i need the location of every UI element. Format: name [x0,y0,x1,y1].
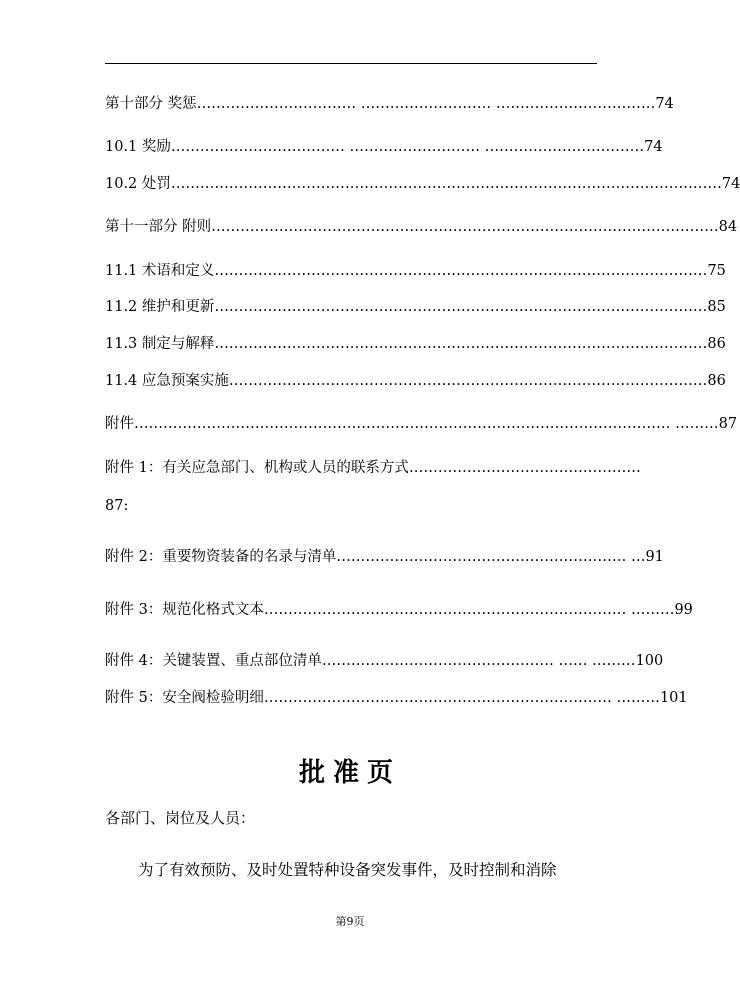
approval-salutation: 各部门、岗位及人员： [105,809,256,827]
toc-title: 第十部分 奖惩 [105,96,197,112]
toc-title: 10.2 处罚 [105,176,171,192]
toc-page-number: 74 [644,139,663,155]
toc-entry-part11[interactable] [105,218,738,236]
toc-entry-11-1[interactable] [105,262,726,280]
toc-leader: ……………………………………………………………………………………… [228,373,708,389]
toc-leader: ……………………………………………………………… ……… [263,690,660,706]
toc-entry-attachment-3[interactable] [105,601,693,619]
toc-page-number: 91 [645,549,664,565]
toc-title: 附件 [105,416,134,432]
toc-leader: ……………………………… ……………………… …………………………… [170,139,645,155]
toc-leader: ………………………………………… …… ……… [321,653,636,669]
toc-leader: ………………………………………………………………………………………………… ……… [134,416,719,432]
toc-leader: ………………………………………………………………… ……… [263,602,675,618]
toc-entry-11-3[interactable] [105,335,726,353]
toc-page-number: 87 [718,416,738,432]
toc-page-number: 86 [707,336,726,352]
toc-title: 11.4 应急预案实施 [105,373,229,389]
toc-entry-attachment-5[interactable] [105,689,688,707]
toc-page-number: 85 [707,299,726,315]
toc-title: 附件 5：安全阀检验明细 [105,690,264,706]
toc-title: 11.2 维护和更新 [105,299,215,315]
toc-leader: …………………………………………………… … [336,549,646,565]
toc-title: 10.1 奖励 [105,139,171,155]
toc-entry-attachment-4[interactable] [105,652,664,670]
toc-entry-10-1[interactable] [105,138,663,156]
toc-leader: …………………………… ……………………… …………………………… [196,96,656,112]
toc-title: 11.1 术语和定义 [105,263,215,279]
toc-title: 第十一部分 附则 [105,219,212,235]
toc-entry-11-4[interactable] [105,372,726,390]
toc-entry-11-2[interactable] [105,298,726,316]
toc-entry-attachment-2[interactable] [105,548,664,566]
toc-leader: …………………………………………………………………………………………… [211,219,719,235]
toc-page-number: 101 [659,690,688,706]
approval-paragraph: 为了有效预防、及时处置特种设备突发事件，及时控制和消除 [138,861,557,879]
toc-title: 附件 3：规范化格式文本 [105,602,264,618]
toc-title: 附件 2：重要物资装备的名录与清单 [105,549,337,565]
page-number-footer: 第9页 [335,915,365,928]
toc-entry-10-2[interactable] [105,175,740,193]
toc-leader: …………………………………………………………………………………………………… [170,176,722,192]
toc-page-number: 74 [655,96,674,112]
toc-leader: ………………………………………………………………………………………… [214,299,708,315]
toc-entry-attachment-1-page: 87: [105,498,129,514]
toc-page-number: 84 [718,219,738,235]
toc-page-number: 99 [674,602,693,618]
toc-page-number: 86 [707,373,726,389]
toc-leader: ………………………………………………………………………………………… [214,263,708,279]
toc-page-number: 100 [635,653,664,669]
toc-leader: ………………………………………………………………………………………… [214,336,708,352]
toc-page-number: 74 [721,176,740,192]
toc-entry-appendix[interactable] [105,415,738,433]
toc-entry-attachment-1[interactable]: 附件 1：有关应急部门、机构或人员的联系方式………………………………………… [105,460,641,476]
toc-entry-part10[interactable] [105,95,674,113]
toc-page-number: 75 [707,263,726,279]
toc-title: 附件 4：关键装置、重点部位清单 [105,653,322,669]
toc-title: 11.3 制定与解释 [105,336,215,352]
approval-page-title: 批准页 [298,758,401,788]
header-rule [105,63,597,64]
